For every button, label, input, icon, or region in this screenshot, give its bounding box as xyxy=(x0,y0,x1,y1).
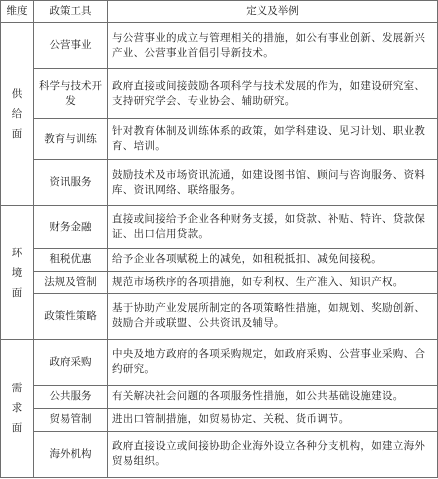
dimension-label: 供给面 xyxy=(11,88,23,141)
table-row xyxy=(1,119,438,160)
definition-cell: 鼓励技术及市场资讯流通，如建设图书馆、顾问与咨询服务、资料库、资讯网络、联络服务。 xyxy=(108,160,438,206)
table-row xyxy=(1,206,438,249)
header-tool: 政策工具 xyxy=(34,1,108,23)
definition-cell: 针对教育体制及训练体系的政策，如学科建设、见习计划、职业教育、培训。 xyxy=(108,119,438,160)
dimension-label: 需求面 xyxy=(11,382,23,435)
definition-cell: 政府直接或间接鼓励各项科学与技术发展的作为，如建设研究室、支持研究学会、专业协会、辅助研究。 xyxy=(108,69,438,119)
table-row xyxy=(1,339,438,385)
header-definition: 定义及举例 xyxy=(108,1,438,23)
tool-cell: 教育与训练 xyxy=(34,119,108,160)
tool-cell: 资讯服务 xyxy=(34,160,108,206)
dimension-cell-supply xyxy=(1,23,34,206)
tool-cell: 贸易管制 xyxy=(34,408,108,431)
definition-cell: 进出口管制措施，如贸易协定、关税、货币调节。 xyxy=(108,408,438,431)
definition-cell: 与公营事业的成立与管理相关的措施，如公有事业创新、发展新兴产业、公营事业首倡引导新技术。 xyxy=(108,23,438,69)
dimension-label: 环境面 xyxy=(11,246,23,299)
table-row xyxy=(1,293,438,339)
definition-cell: 规范市场秩序的各项措施，如专利权、生产准入、知识产权。 xyxy=(108,271,438,293)
tool-cell: 租税优惠 xyxy=(34,249,108,271)
table-header-row xyxy=(1,1,438,23)
definition-cell: 直接或间接给予企业各种财务支援，如贷款、补贴、特许、贷款保证、出口信用贷款。 xyxy=(108,206,438,249)
dimension-cell-environment xyxy=(1,206,34,339)
table-row xyxy=(1,431,438,477)
tool-cell: 政策性策略 xyxy=(34,293,108,339)
dimension-cell-demand xyxy=(1,339,34,477)
tool-cell: 财务金融 xyxy=(34,206,108,249)
tool-cell: 政府采购 xyxy=(34,339,108,385)
tool-cell: 科学与技术开发 xyxy=(34,69,108,119)
tool-cell: 公营事业 xyxy=(34,23,108,69)
table-row xyxy=(1,408,438,431)
table-row xyxy=(1,160,438,206)
header-dimension: 维度 xyxy=(1,1,34,23)
tool-cell: 公共服务 xyxy=(34,385,108,408)
table-row xyxy=(1,249,438,271)
table-row xyxy=(1,23,438,69)
tool-cell: 法规及管制 xyxy=(34,271,108,293)
table-row xyxy=(1,271,438,293)
definition-cell: 政府直接设立或间接协助企业海外设立各种分支机构，如建立海外贸易组织。 xyxy=(108,431,438,477)
definition-cell: 中央及地方政府的各项采购规定，如政府采购、公营事业采购、合约研究。 xyxy=(108,339,438,385)
definition-cell: 给予企业各项赋税上的减免，如租税抵扣、减免间接税。 xyxy=(108,249,438,271)
definition-cell: 基于协助产业发展所制定的各项策略性措施，如规划、奖励创新、鼓励合并或联盟、公共资讯及辅导。 xyxy=(108,293,438,339)
definition-cell: 有关解决社会问题的各项服务性措施，如公共基础设施建设。 xyxy=(108,385,438,408)
table-row xyxy=(1,69,438,119)
table-row xyxy=(1,385,438,408)
tool-cell: 海外机构 xyxy=(34,431,108,477)
